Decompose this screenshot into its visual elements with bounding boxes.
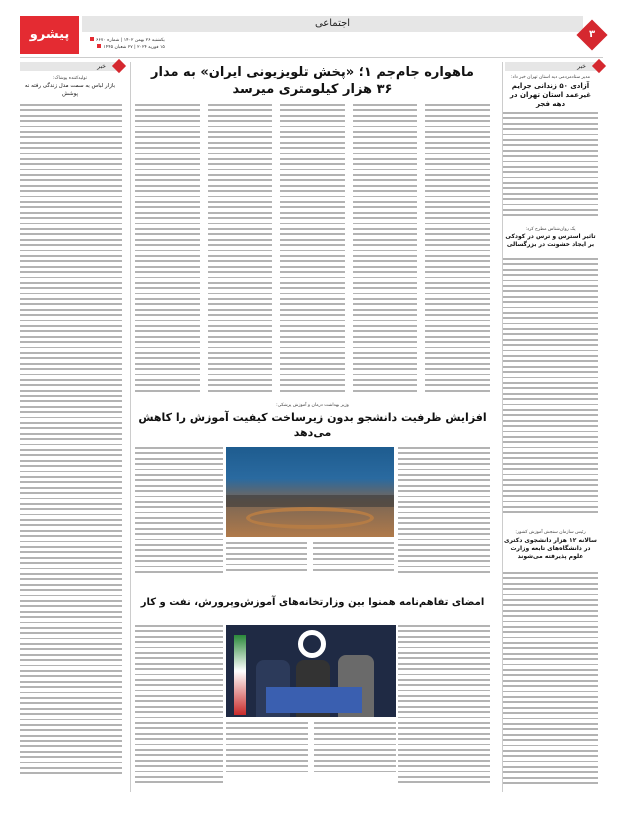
story-body bbox=[226, 542, 394, 582]
column-divider bbox=[502, 62, 503, 792]
story-kicker: تولیدکننده پوشاک: bbox=[53, 76, 87, 81]
column-divider bbox=[130, 62, 131, 792]
story-title: سالانه ۱۲ هزار دانشجوی دکتری در دانشگاه‌های تابعه وزارت علوم پذیرفته می‌شوند bbox=[504, 537, 597, 560]
story-title: آزادی ۵۰ زندانی جرایم غیرعمد استان تهران در دهه فجر bbox=[509, 82, 592, 108]
story-body bbox=[503, 258, 598, 520]
story-kicker: وزیر بهداشت درمان و آموزش پزشکی: bbox=[276, 403, 349, 408]
story-body bbox=[503, 572, 598, 792]
main-headline: ماهواره جام‌جم ۱؛ «پخش تلویزیونی ایران» به مدار ۳۶ هزار کیلومتری میرسد bbox=[151, 65, 474, 97]
story-title: تاثیر استرس و ترس در کودکی بر ایجاد خشونت در بزرگسالی bbox=[505, 233, 596, 248]
left-column-label: خبر bbox=[20, 62, 120, 71]
story-title: بازار لباس به سمت مدل زندگی رفته نه پوشش bbox=[24, 83, 116, 97]
story-kicker: رئیس سازمان سنجش آموزش کشور: bbox=[515, 530, 586, 535]
meeting-photo bbox=[226, 447, 394, 537]
agreement-signing-photo bbox=[226, 625, 396, 717]
story-body bbox=[398, 447, 490, 582]
right-column-label: خبر bbox=[505, 62, 600, 71]
story-kicker: مدیر ستادمردمی دیه استان تهران خبر داد: bbox=[510, 75, 591, 80]
newspaper-logo: پیشرو bbox=[20, 16, 79, 54]
header-divider bbox=[20, 57, 603, 58]
story-body bbox=[398, 625, 490, 790]
story-body bbox=[20, 104, 122, 790]
main-story-body bbox=[135, 104, 490, 394]
story-body bbox=[135, 625, 223, 790]
section-title: اجتماعی bbox=[82, 16, 583, 32]
section-diamond-icon bbox=[112, 59, 126, 73]
story-body bbox=[226, 722, 396, 790]
issue-date: یکشنبه ۲۶ بهمن ۱۴۰۲ | شماره ۶۶۷۰ ۱۵ فوریه ۲۰۲۴ | ۲۷ شعبان ۱۴۴۵ bbox=[90, 37, 165, 51]
story-body bbox=[135, 447, 223, 582]
page-header bbox=[20, 16, 603, 54]
page-number-badge: ۳ bbox=[576, 19, 607, 50]
story-headline: افزایش ظرفیت دانشجو بدون زیرساخت کیفیت آموزش را کاهش می‌دهد bbox=[138, 411, 487, 439]
story-body bbox=[503, 112, 598, 222]
story-kicker: یک روان‌شناس مطرح کرد: bbox=[525, 227, 576, 232]
story-headline: امضای تفاهم‌نامه همنوا بین وزارتخانه‌های آموزش‌وپرورش، نفت و کار bbox=[140, 597, 485, 608]
section-diamond-icon bbox=[592, 59, 606, 73]
